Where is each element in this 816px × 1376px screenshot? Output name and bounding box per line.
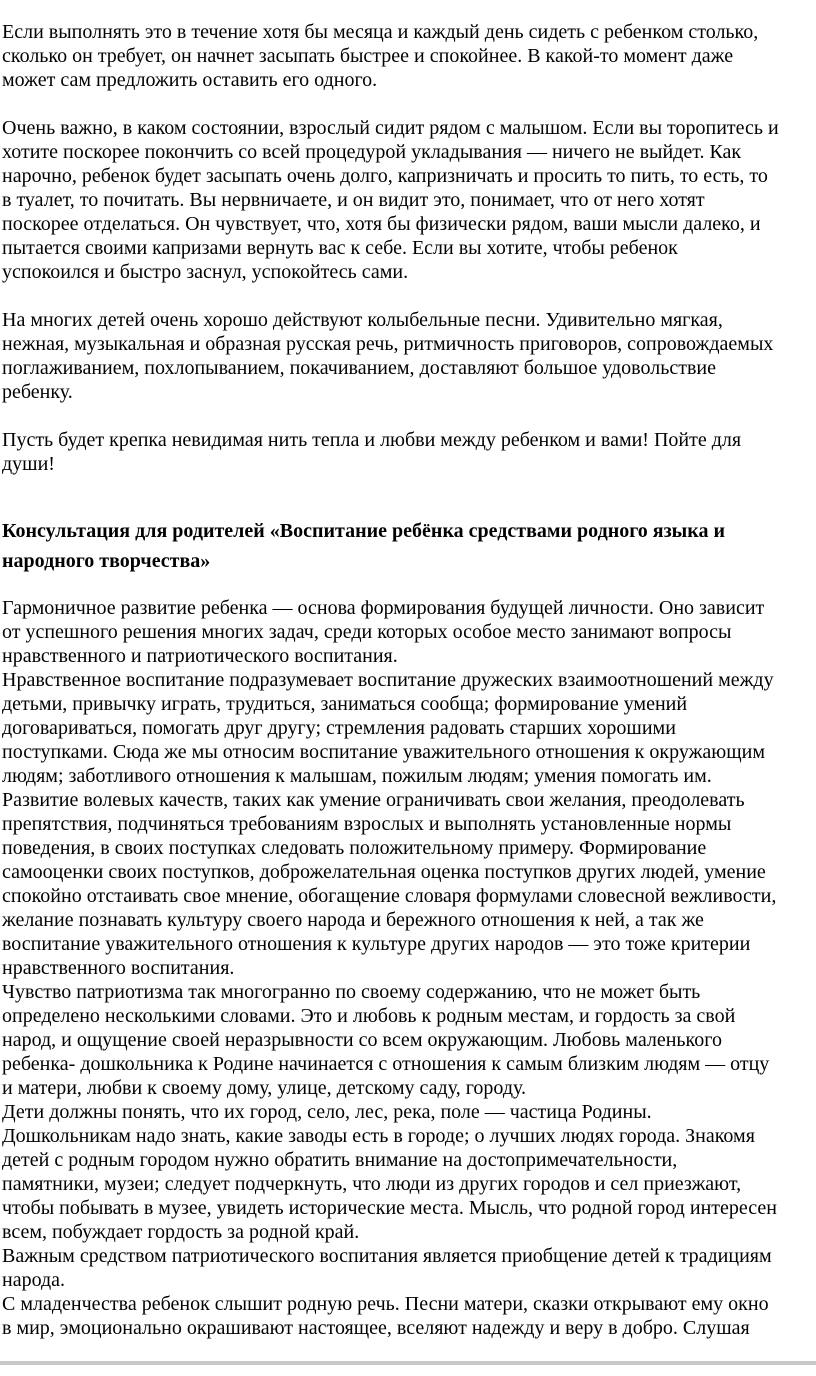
paragraph-gap bbox=[2, 404, 816, 428]
paragraph-lullabies: На многих детей очень хорошо действуют колыбельные песни. Удивительно мягкая, нежная, музыкальная и образная русская речь, ритмичность приговоров, сопровождаемых поглаживанием, похлопыванием, покачиванием, доставляют большое удовольствие ребенку. bbox=[2, 309, 774, 403]
paragraph-moral-education: Нравственное воспитание подразумевает воспитание дружеских взаимоотношений между детьми, привычку играть, трудиться, заниматься сообща; формирование умений договариваться, помогать друг другу; стремления радовать старших хорошими поступками. Сюда же мы относим воспитание уважительного отношения к окружающим людям; заботливого отношения к малышам, пожилым людям; умения помогать им. Развитие волевых качеств, таких как умение ограничивать свои желания, преодолевать препятствия, подчиняться требованиям взрослых и выполнять установленные нормы поведения, в своих поступках следовать положительному примеру. Формирование самооценки своих поступков, доброжелательная оценка поступков других людей, умение спокойно отстаивать свое мнение, обогащение словаря формулами словесной вежливости, желание познавать культуру своего народа и бережного отношения к ней, а так же воспитание уважительного отношения к культуре других народов — это тоже критерии нравственного воспитания. bbox=[2, 669, 777, 979]
paragraph-bedtime-routine: Если выполнять это в течение хотя бы месяца и каждый день сидеть с ребенком столько, сколько он требует, он начнет засыпать быстрее и спокойнее. В какой-то момент даже может сам предложить оставить его одного. bbox=[2, 21, 759, 91]
paragraph-city-knowledge: Дошкольникам надо знать, какие заводы есть в городе; о лучших людях города. Знакомя детей с родным городом нужно обратить внимание на достопримечательности, памятники, музеи; следует подчеркнуть, что люди из других городов и сел приезжают, чтобы побывать в музее, увидеть исторические места. Мысль, что родной город интересен всем, побуждает гордость за родной край. bbox=[2, 1125, 777, 1243]
paragraph-adult-state: Очень важно, в каком состоянии, взрослый сидит рядом с малышом. Если вы торопитесь и хотите поскорее покончить со всей процедурой укладывания — ничего не выйдет. Как нарочно, ребенок будет засыпать очень долго, капризничать и просить то пить, то есть, то в туалет, то почитать. Вы нервничаете, и он видит это, понимает, что от него хотят поскорее отделаться. Он чувствует, что, хотя бы физически рядом, ваши мысли далеко, и пытается своими капризами вернуть вас к себе. Если вы хотите, чтобы ребенок успокоился и быстро заснул, успокойтесь сами. bbox=[2, 117, 779, 283]
paragraph-patriotism: Чувство патриотизма так многогранно по своему содержанию, что не может быть определено несколькими словами. Это и любовь к родным местам, и гордость за свой народ, и ощущение своей неразрывности со всем окружающим. Любовь маленького ребенка- дошкольника к Родине начинается с отношения к самым близким людям — отцу и матери, любви к своему дому, улице, детскому саду, городу. bbox=[2, 981, 770, 1099]
paragraph-gap bbox=[2, 284, 816, 308]
paragraph-native-speech: С младенчества ребенок слышит родную речь. Песни матери, сказки открывают ему окно в мир, эмоционально окрашивают настоящее, вселяют надежду и веру в добро. Слушая bbox=[2, 1293, 769, 1339]
paragraph-traditions: Важным средством патриотического воспитания является приобщение детей к традициям народа. bbox=[2, 1245, 772, 1291]
heading-gap bbox=[2, 576, 816, 596]
section-gap bbox=[2, 476, 816, 516]
paragraph-gap bbox=[2, 92, 816, 116]
paragraph-homeland: Дети должны понять, что их город, село, лес, река, поле — частица Родины. bbox=[2, 1101, 652, 1123]
paragraph-harmonious-development: Гармоничное развитие ребенка — основа формирования будущей личности. Оно зависит от успешного решения многих задач, среди которых особое место занимают вопросы нравственного и патриотического воспитания. bbox=[2, 597, 765, 667]
section-heading: Консультация для родителей «Воспитание ребёнка средствами родного языка и народного творчества» bbox=[2, 520, 726, 572]
page-bottom-divider bbox=[0, 1361, 816, 1365]
paragraph-sing: Пусть будет крепка невидимая нить тепла и любви между ребенком и вами! Пойте для души! bbox=[2, 429, 742, 475]
